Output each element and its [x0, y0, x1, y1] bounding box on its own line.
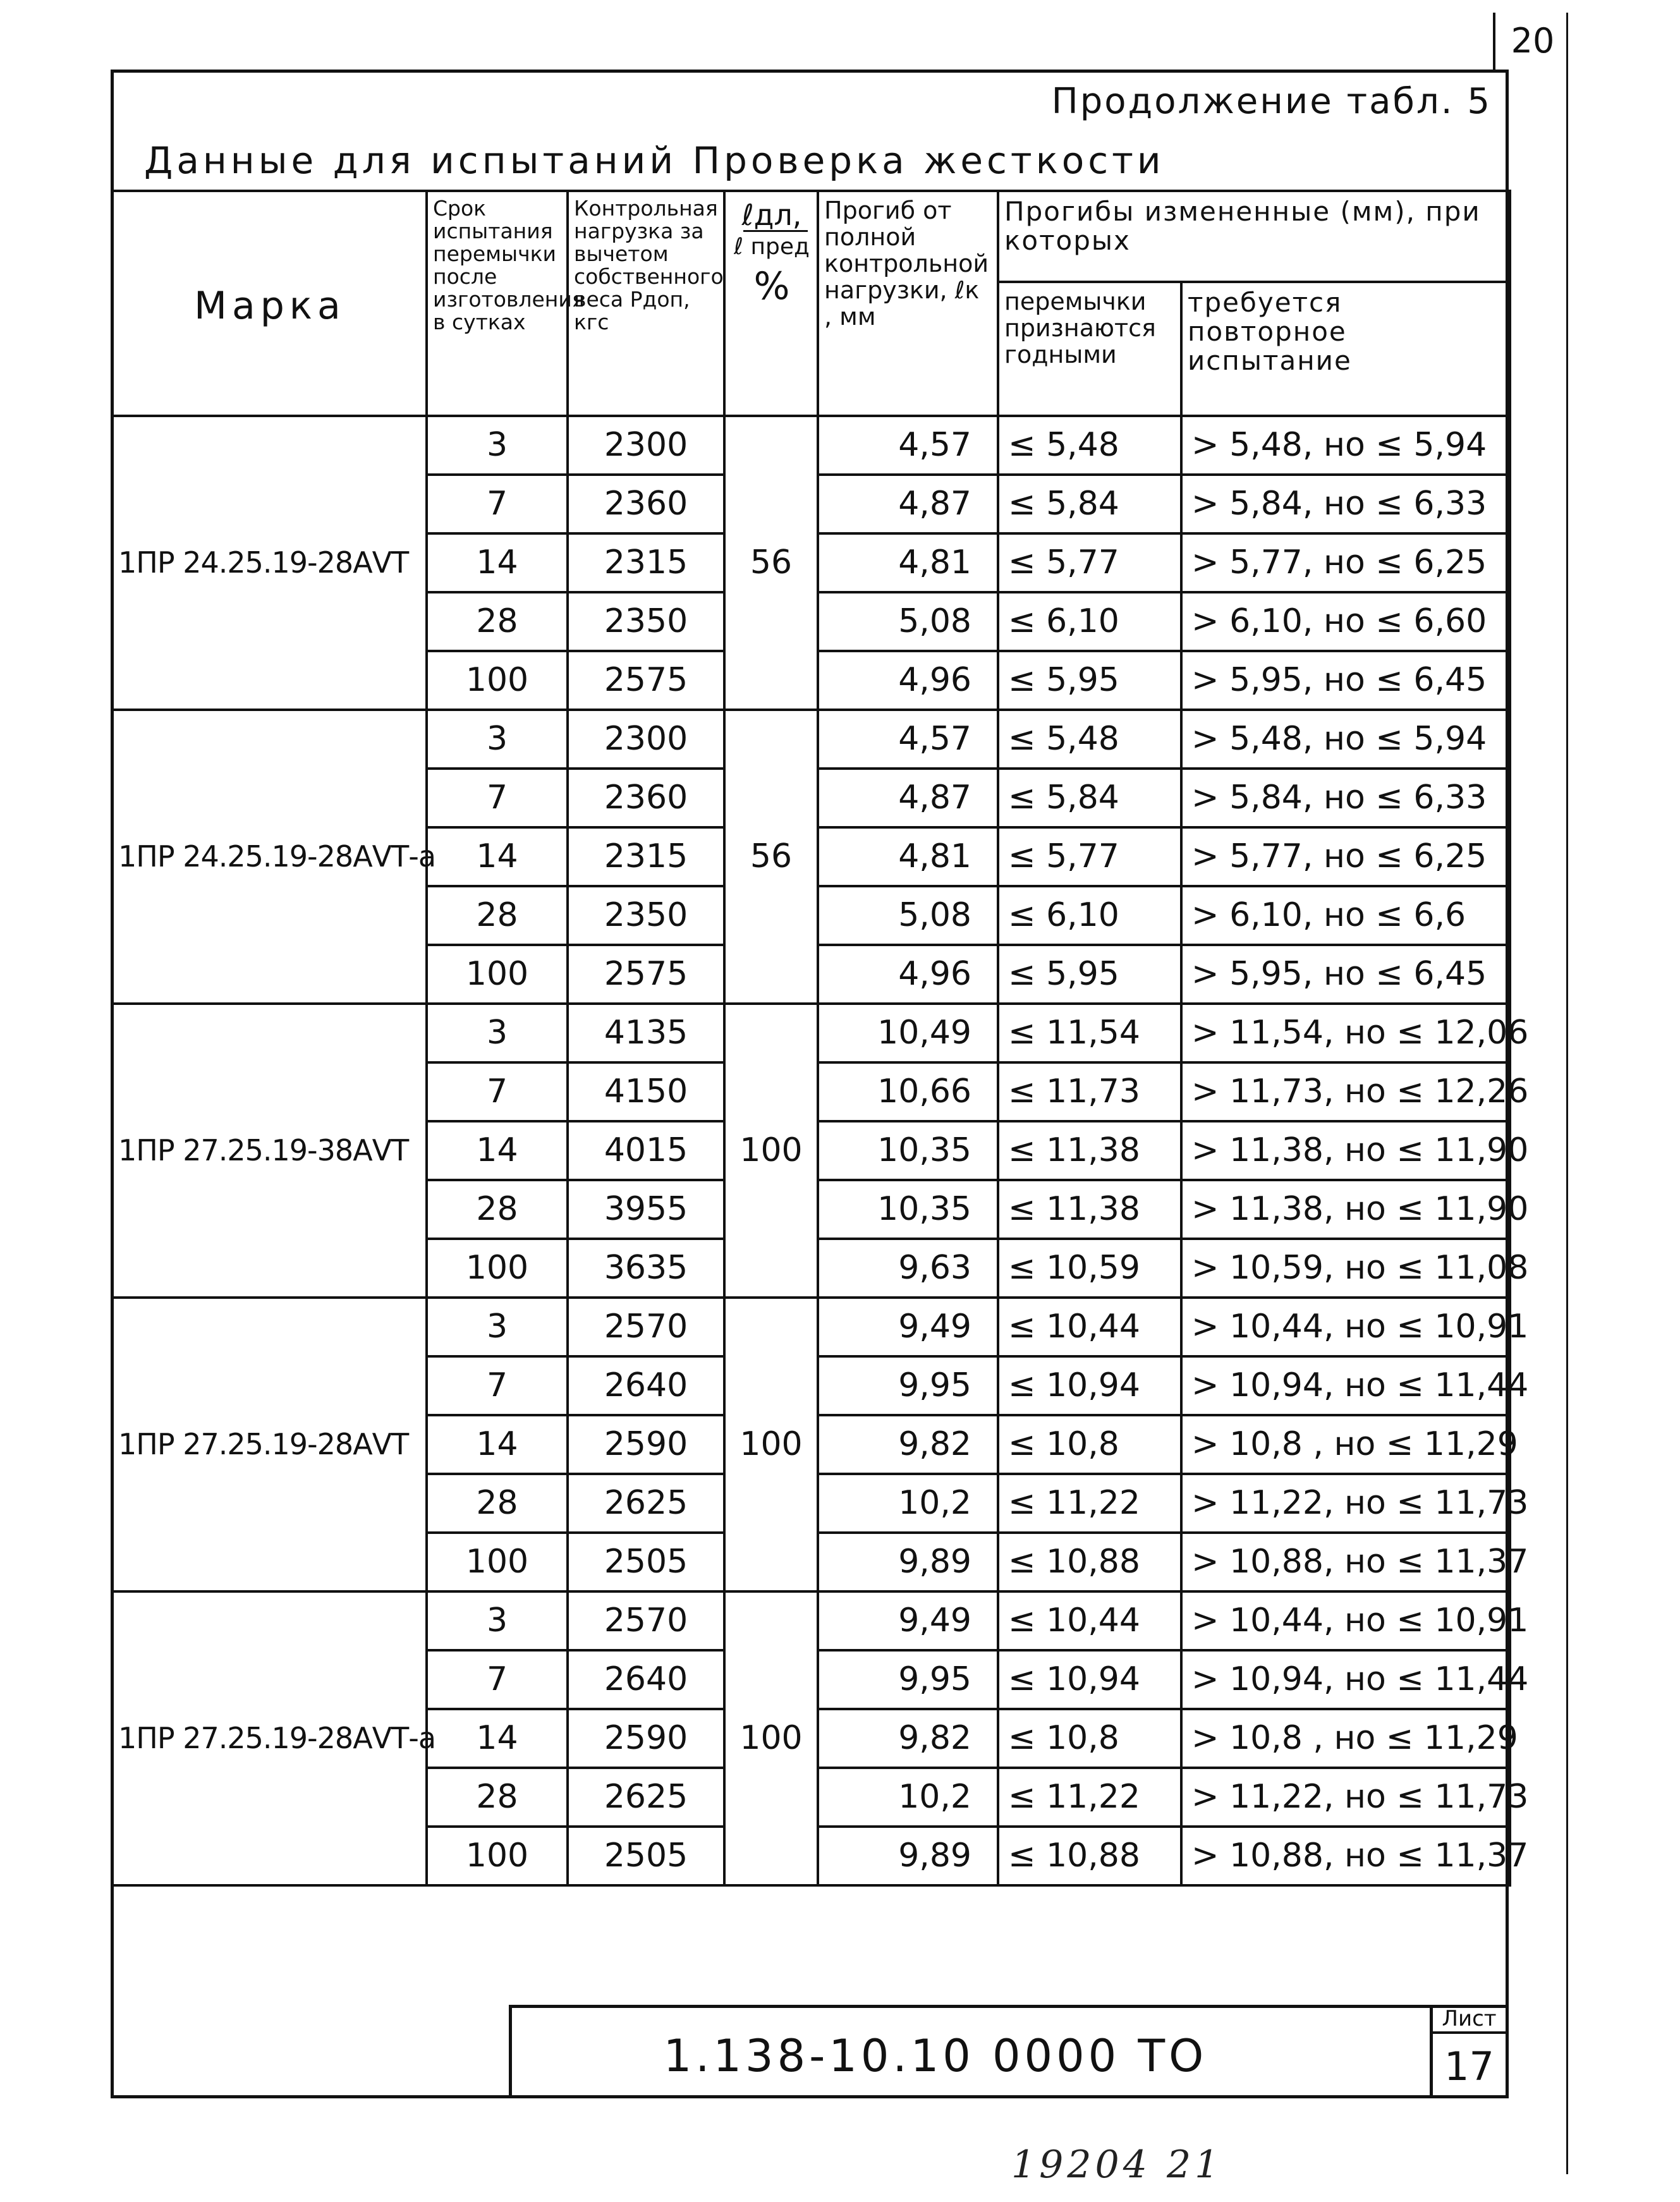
deflection-cell: 4,81 [818, 827, 998, 886]
load-cell: 2570 [568, 1591, 724, 1650]
load-cell: 4015 [568, 1121, 724, 1180]
load-cell: 2575 [568, 945, 724, 1004]
retest-cell: > 10,88, но ≤ 11,37 [1181, 1533, 1510, 1591]
header-age: Срок испытания перемычки после изготовления в сутках [427, 191, 568, 416]
retest-cell: > 5,95, но ≤ 6,45 [1181, 651, 1510, 710]
table-body [112, 416, 1529, 1885]
load-cell: 2360 [568, 769, 724, 827]
header-modified-group: Прогибы измененные (мм), при которых [998, 191, 1510, 282]
load-cell: 2590 [568, 1709, 724, 1768]
accepted-cell: ≤ 10,88 [998, 1533, 1181, 1591]
accepted-cell: ≤ 10,59 [998, 1239, 1181, 1298]
accepted-cell: ≤ 10,94 [998, 1650, 1181, 1709]
load-cell: 2625 [568, 1474, 724, 1533]
accepted-cell: ≤ 11,38 [998, 1180, 1181, 1239]
header-load: Контрольная нагрузка за вычетом собственного веса Pдоп, кгс [568, 191, 724, 416]
ratio-cell: 100 [724, 1298, 818, 1591]
deflection-cell: 10,49 [818, 1004, 998, 1062]
retest-cell: > 6,10, но ≤ 6,60 [1181, 592, 1510, 651]
age-cell: 100 [427, 651, 568, 710]
header-retest: требуется повторное испытание [1181, 282, 1510, 416]
retest-cell: > 5,84, но ≤ 6,33 [1181, 475, 1510, 533]
retest-cell: > 5,48, но ≤ 5,94 [1181, 710, 1510, 769]
marka-cell: 1ПР 27.25.19-28АⅤТ-а [112, 1591, 427, 1885]
retest-cell: > 10,44, но ≤ 10,91 [1181, 1591, 1510, 1650]
retest-cell: > 11,22, но ≤ 11,73 [1181, 1474, 1510, 1533]
age-cell: 28 [427, 886, 568, 945]
age-cell: 14 [427, 1121, 568, 1180]
retest-cell: > 5,84, но ≤ 6,33 [1181, 769, 1510, 827]
accepted-cell: ≤ 11,73 [998, 1062, 1181, 1121]
retest-cell: > 11,38, но ≤ 11,90 [1181, 1121, 1510, 1180]
ratio-cell: 100 [724, 1004, 818, 1298]
deflection-cell: 4,96 [818, 945, 998, 1004]
header-deflection: Прогиб от полной контрольной нагрузки, ℓк , мм [818, 191, 998, 416]
deflection-cell: 10,2 [818, 1474, 998, 1533]
deflection-cell: 4,57 [818, 710, 998, 769]
continuation-label: Продолжение табл. 5 [1051, 81, 1492, 122]
load-cell: 2625 [568, 1768, 724, 1827]
age-cell: 28 [427, 1474, 568, 1533]
table-row [112, 416, 1510, 475]
retest-cell: > 10,94, но ≤ 11,44 [1181, 1650, 1510, 1709]
deflection-cell: 10,35 [818, 1180, 998, 1239]
ratio-cell: 56 [724, 710, 818, 1004]
age-cell: 3 [427, 1004, 568, 1062]
retest-cell: > 10,88, но ≤ 11,37 [1181, 1827, 1510, 1885]
marka-cell: 1ПР 24.25.19-28АⅤТ-а [112, 710, 427, 1004]
table-row [112, 1298, 1510, 1356]
retest-cell: > 11,38, но ≤ 11,90 [1181, 1180, 1510, 1239]
age-cell: 7 [427, 769, 568, 827]
table-row [112, 1591, 1510, 1650]
accepted-cell: ≤ 5,77 [998, 533, 1181, 592]
accepted-cell: ≤ 11,22 [998, 1474, 1181, 1533]
deflection-cell: 4,57 [818, 416, 998, 475]
load-cell: 4135 [568, 1004, 724, 1062]
load-cell: 2570 [568, 1298, 724, 1356]
stiffness-test-table [111, 190, 1529, 1887]
load-cell: 2350 [568, 886, 724, 945]
age-cell: 14 [427, 1709, 568, 1768]
deflection-cell: 4,96 [818, 651, 998, 710]
load-cell: 2315 [568, 827, 724, 886]
age-cell: 3 [427, 1298, 568, 1356]
deflection-cell: 5,08 [818, 592, 998, 651]
deflection-cell: 9,89 [818, 1827, 998, 1885]
deflection-cell: 9,63 [818, 1239, 998, 1298]
deflection-cell: 4,87 [818, 475, 998, 533]
retest-cell: > 11,73, но ≤ 12,26 [1181, 1062, 1510, 1121]
age-cell: 100 [427, 1533, 568, 1591]
retest-cell: > 10,59, но ≤ 11,08 [1181, 1239, 1510, 1298]
deflection-cell: 10,66 [818, 1062, 998, 1121]
header-ratio-top: ℓдл, [741, 198, 802, 232]
accepted-cell: ≤ 10,8 [998, 1415, 1181, 1474]
marka-cell: 1ПР 24.25.19-28АⅤТ [112, 416, 427, 710]
deflection-cell: 9,95 [818, 1650, 998, 1709]
deflection-cell: 5,08 [818, 886, 998, 945]
retest-cell: > 10,8 , но ≤ 11,29 [1181, 1709, 1510, 1768]
age-cell: 28 [427, 1768, 568, 1827]
age-cell: 14 [427, 533, 568, 592]
age-cell: 14 [427, 827, 568, 886]
load-cell: 2300 [568, 416, 724, 475]
deflection-cell: 9,82 [818, 1709, 998, 1768]
document-code: 1.138-10.10 0000 ТО [663, 2030, 1208, 2082]
header-ratio-unit: % [753, 264, 790, 308]
age-cell: 28 [427, 1180, 568, 1239]
accepted-cell: ≤ 10,44 [998, 1591, 1181, 1650]
load-cell: 2590 [568, 1415, 724, 1474]
load-cell: 2300 [568, 710, 724, 769]
deflection-cell: 10,35 [818, 1121, 998, 1180]
accepted-cell: ≤ 5,95 [998, 945, 1181, 1004]
retest-cell: > 10,94, но ≤ 11,44 [1181, 1356, 1510, 1415]
retest-cell: > 5,77, но ≤ 6,25 [1181, 533, 1510, 592]
table-row [112, 1004, 1510, 1062]
retest-cell: > 11,54, но ≤ 12,06 [1181, 1004, 1510, 1062]
accepted-cell: ≤ 5,95 [998, 651, 1181, 710]
accepted-cell: ≤ 11,54 [998, 1004, 1181, 1062]
ratio-cell: 100 [724, 1591, 818, 1885]
right-margin-line [1566, 13, 1568, 2174]
deflection-cell: 10,2 [818, 1768, 998, 1827]
age-cell: 7 [427, 1356, 568, 1415]
table-title: Данные для испытаний Проверка жесткости [144, 139, 1165, 182]
age-cell: 7 [427, 1062, 568, 1121]
deflection-cell: 9,95 [818, 1356, 998, 1415]
handwritten-note: 19204 21 [1011, 2143, 1223, 2187]
header-ratio [724, 191, 818, 416]
accepted-cell: ≤ 10,44 [998, 1298, 1181, 1356]
retest-cell: > 11,22, но ≤ 11,73 [1181, 1768, 1510, 1827]
header-accepted: перемычки признаются годными [998, 282, 1181, 416]
load-cell: 2315 [568, 533, 724, 592]
age-cell: 3 [427, 1591, 568, 1650]
retest-cell: > 5,48, но ≤ 5,94 [1181, 416, 1510, 475]
accepted-cell: ≤ 11,38 [998, 1121, 1181, 1180]
accepted-cell: ≤ 6,10 [998, 592, 1181, 651]
sheet-number: 17 [1444, 2043, 1494, 2089]
accepted-cell: ≤ 5,84 [998, 769, 1181, 827]
load-cell: 2640 [568, 1650, 724, 1709]
header-ratio-bottom: ℓ пред [734, 234, 810, 260]
deflection-cell: 9,82 [818, 1415, 998, 1474]
marka-cell: 1ПР 27.25.19-38АⅤТ [112, 1004, 427, 1298]
ratio-cell: 56 [724, 416, 818, 710]
age-cell: 14 [427, 1415, 568, 1474]
retest-cell: > 5,95, но ≤ 6,45 [1181, 945, 1510, 1004]
deflection-cell: 4,87 [818, 769, 998, 827]
load-cell: 2640 [568, 1356, 724, 1415]
load-cell: 2350 [568, 592, 724, 651]
load-cell: 3955 [568, 1180, 724, 1239]
table-row [112, 710, 1510, 769]
age-cell: 28 [427, 592, 568, 651]
page-number: 20 [1511, 21, 1555, 61]
age-cell: 100 [427, 1239, 568, 1298]
accepted-cell: ≤ 10,94 [998, 1356, 1181, 1415]
accepted-cell: ≤ 6,10 [998, 886, 1181, 945]
accepted-cell: ≤ 5,84 [998, 475, 1181, 533]
marka-cell: 1ПР 27.25.19-28АⅤТ [112, 1298, 427, 1591]
age-cell: 3 [427, 710, 568, 769]
page-number-divider [1493, 13, 1495, 70]
accepted-cell: ≤ 11,22 [998, 1768, 1181, 1827]
deflection-cell: 9,49 [818, 1591, 998, 1650]
header-marka: Марка [112, 191, 427, 416]
load-cell: 2575 [568, 651, 724, 710]
accepted-cell: ≤ 10,88 [998, 1827, 1181, 1885]
retest-cell: > 6,10, но ≤ 6,6 [1181, 886, 1510, 945]
load-cell: 2360 [568, 475, 724, 533]
sheet-label: Лист [1430, 2005, 1509, 2034]
deflection-cell: 9,89 [818, 1533, 998, 1591]
accepted-cell: ≤ 5,48 [998, 416, 1181, 475]
load-cell: 2505 [568, 1533, 724, 1591]
age-cell: 100 [427, 1827, 568, 1885]
accepted-cell: ≤ 5,77 [998, 827, 1181, 886]
load-cell: 3635 [568, 1239, 724, 1298]
deflection-cell: 9,49 [818, 1298, 998, 1356]
load-cell: 4150 [568, 1062, 724, 1121]
retest-cell: > 10,8 , но ≤ 11,29 [1181, 1415, 1510, 1474]
age-cell: 3 [427, 416, 568, 475]
accepted-cell: ≤ 10,8 [998, 1709, 1181, 1768]
retest-cell: > 5,77, но ≤ 6,25 [1181, 827, 1510, 886]
age-cell: 7 [427, 1650, 568, 1709]
accepted-cell: ≤ 5,48 [998, 710, 1181, 769]
age-cell: 7 [427, 475, 568, 533]
deflection-cell: 4,81 [818, 533, 998, 592]
age-cell: 100 [427, 945, 568, 1004]
load-cell: 2505 [568, 1827, 724, 1885]
retest-cell: > 10,44, но ≤ 10,91 [1181, 1298, 1510, 1356]
